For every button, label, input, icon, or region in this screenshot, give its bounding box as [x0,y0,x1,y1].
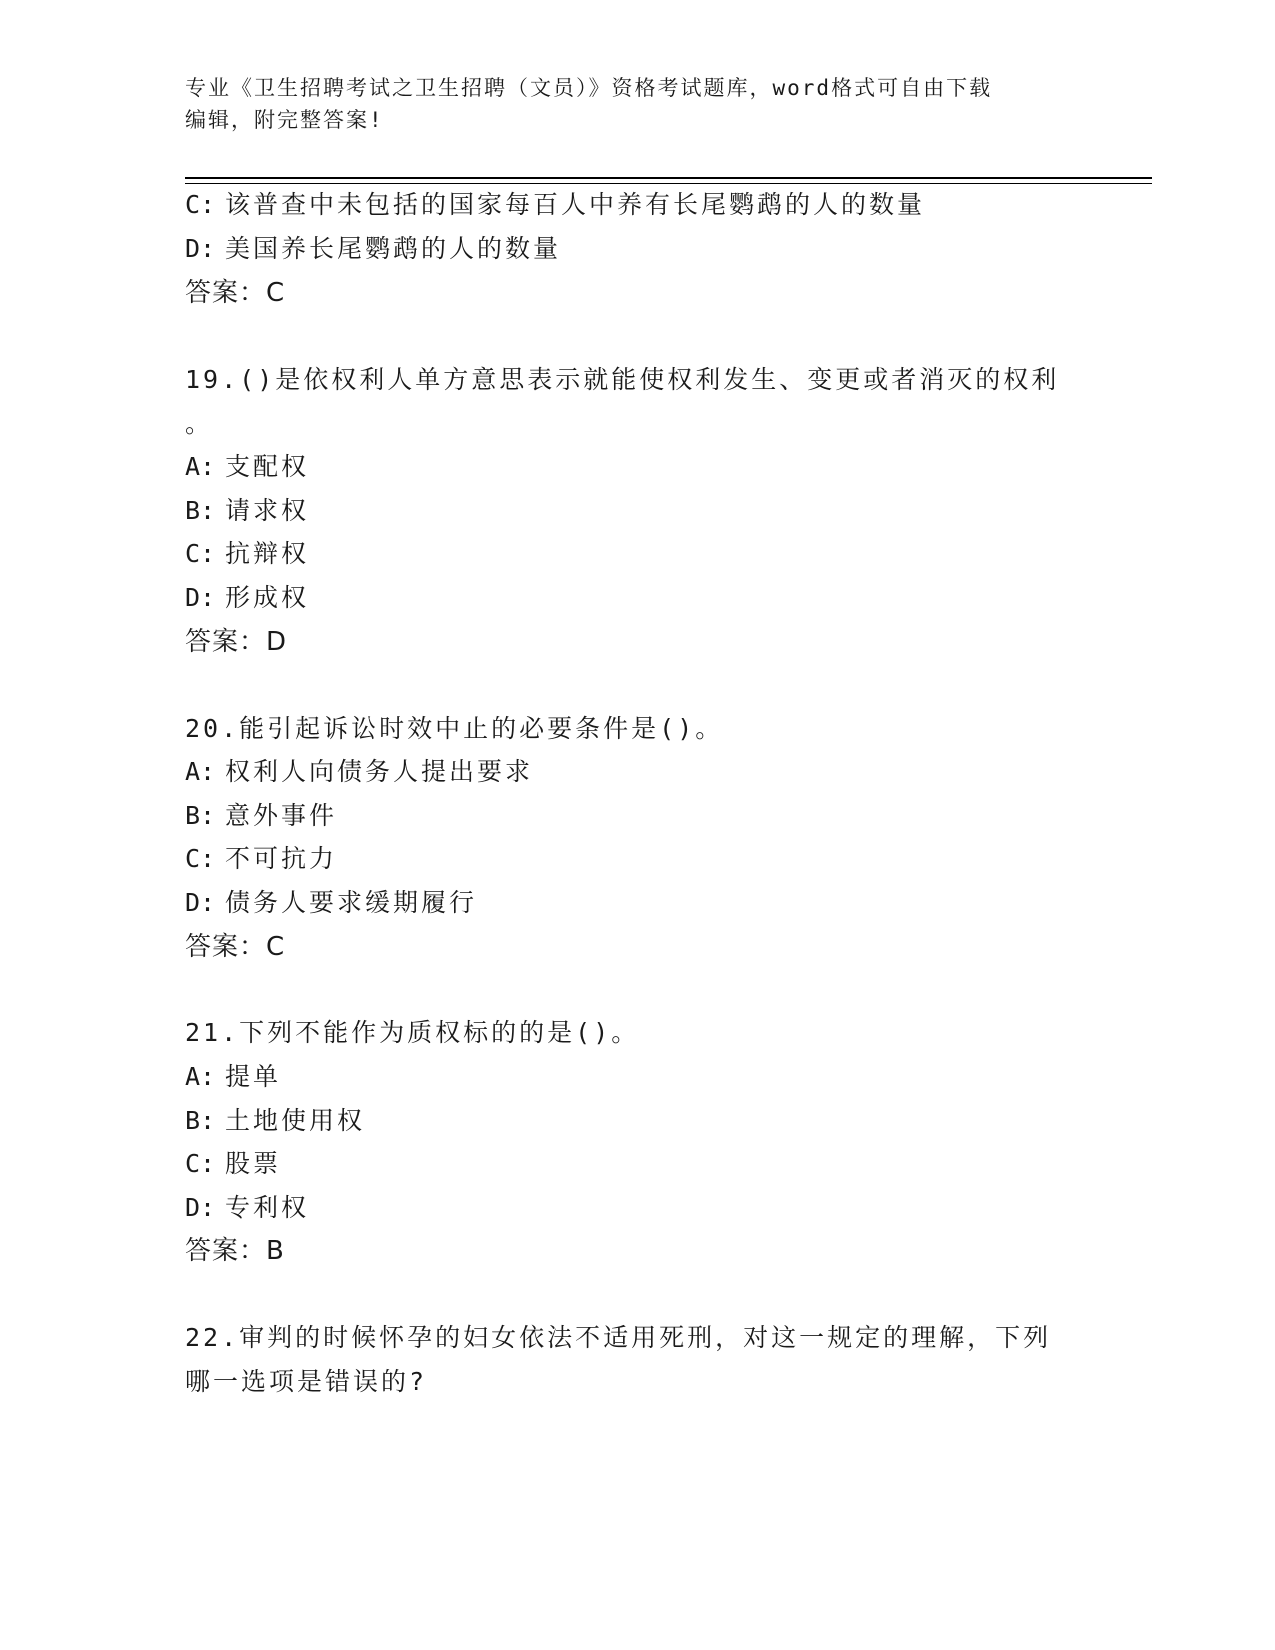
option-letter: A: [185,757,216,786]
option-text: 意外事件 [225,801,338,830]
option-letter: C: [185,190,216,219]
header-line-2: 编辑，附完整答案! [185,108,384,132]
q21-option-b [185,1103,365,1139]
q20-stem-line-1: 20.能引起诉讼时效中止的必要条件是()。 [185,714,724,743]
header-divider-thick [185,177,1152,179]
q21-option-a [185,1059,281,1095]
option-letter: B: [185,496,216,525]
option-text: 权利人向债务人提出要求 [225,757,534,786]
option-letter: D: [185,583,216,612]
q18-answer: 答案：C [185,278,286,308]
q19-option-a [185,449,309,485]
option-letter: B: [185,1106,216,1135]
option-text: 股票 [225,1149,282,1178]
q20-option-d [185,885,477,921]
option-text: 美国养长尾鹦鹉的人的数量 [225,234,562,263]
q18-option-c [185,187,925,223]
q21-answer: 答案：B [185,1236,285,1266]
document-header [185,72,1075,136]
option-letter: A: [185,1062,216,1091]
q20-option-a [185,754,533,790]
q18-option-d [185,231,561,267]
q19-option-b [185,493,309,529]
option-letter: D: [185,1193,216,1222]
option-text: 抗辩权 [225,539,310,568]
q19-stem-line-1: 19.()是依权利人单方意思表示就能使权利发生、变更或者消灭的权利 [185,365,1060,394]
option-text: 支配权 [225,452,310,481]
q19-option-c [185,536,309,572]
option-letter: D: [185,234,216,263]
option-text: 该普查中未包括的国家每百人中养有长尾鹦鹉的人的数量 [225,190,926,219]
q20-answer: 答案：C [185,932,286,962]
option-text: 请求权 [225,496,310,525]
q22-stem-line-2: 哪一选项是错误的? [185,1367,428,1396]
option-text: 不可抗力 [225,844,338,873]
q21-option-d [185,1190,309,1226]
option-letter: A: [185,452,216,481]
q19-option-d [185,580,309,616]
q19-stem-line-2: 。 [185,409,214,438]
q19-answer: 答案：D [185,627,288,657]
q20-option-b [185,798,337,834]
option-text: 土地使用权 [225,1106,366,1135]
q20-option-c [185,841,337,877]
option-letter: C: [185,539,216,568]
option-text: 专利权 [225,1193,310,1222]
q21-option-c [185,1146,281,1182]
q22-stem-line-1: 22.审判的时候怀孕的妇女依法不适用死刑，对这一规定的理解，下列 [185,1323,1052,1352]
option-text: 债务人要求缓期履行 [225,888,478,917]
option-text: 提单 [225,1062,282,1091]
option-letter: C: [185,844,216,873]
q21-stem-line-1: 21.下列不能作为质权标的的是()。 [185,1018,640,1047]
header-line-1: 专业《卫生招聘考试之卫生招聘（文员）》资格考试题库，word格式可自由下载 [185,76,993,100]
option-letter: B: [185,801,216,830]
option-text: 形成权 [225,583,310,612]
option-letter: C: [185,1149,216,1178]
header-divider-thin [185,183,1152,184]
option-letter: D: [185,888,216,917]
